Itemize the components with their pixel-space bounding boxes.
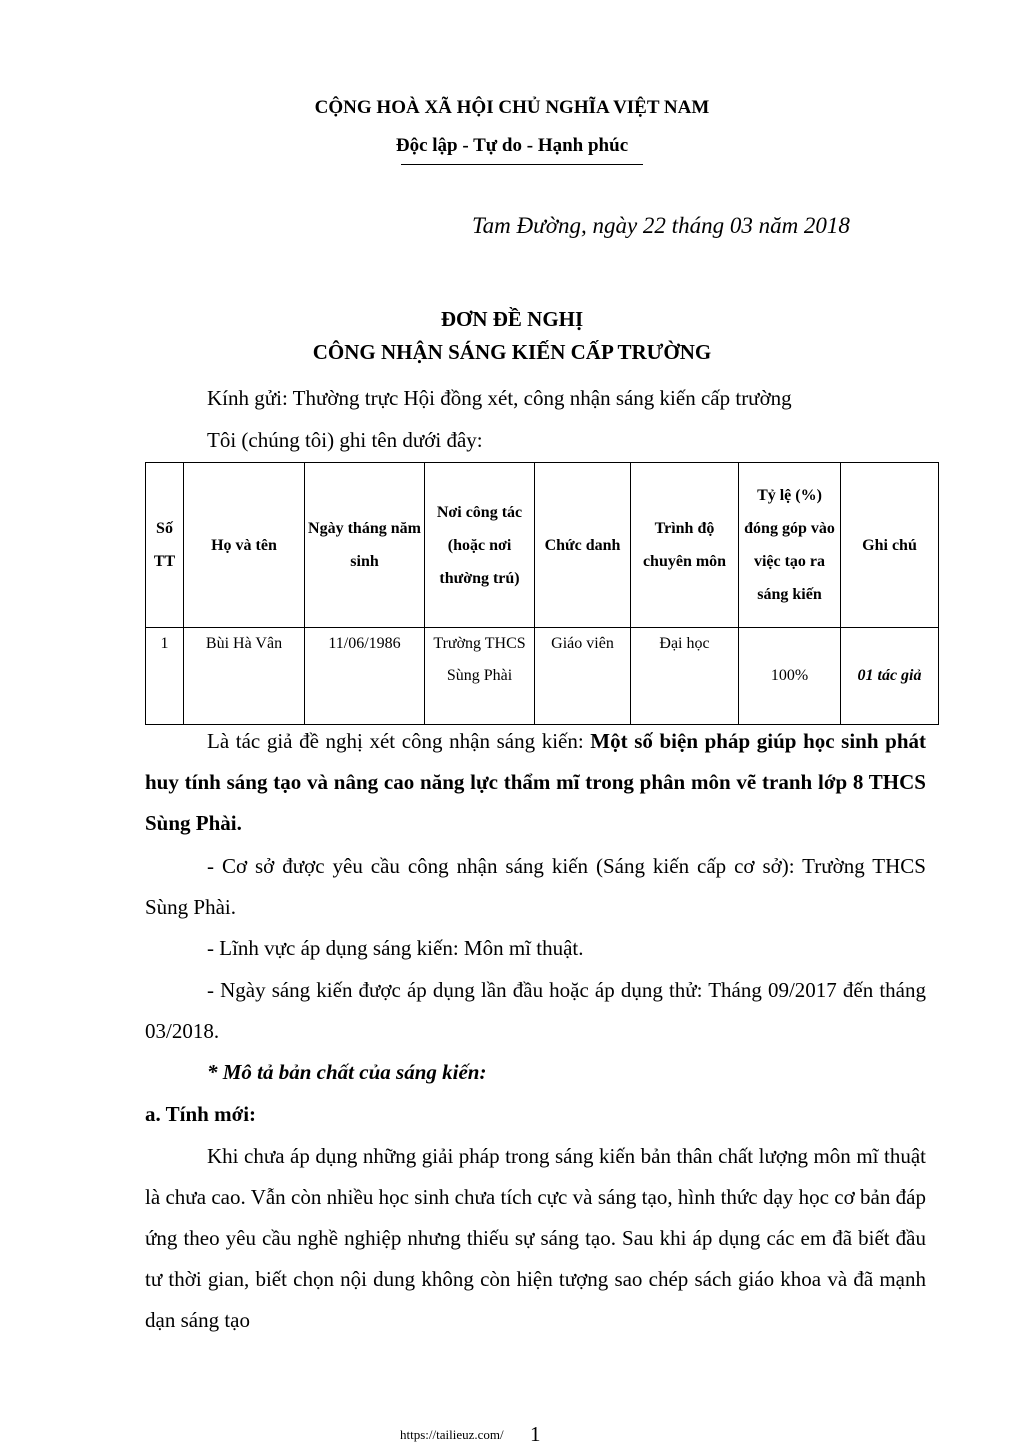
author-table	[145, 462, 939, 725]
addressee: Kính gửi: Thường trực Hội đồng xét, công nhận sáng kiến cấp trường	[207, 386, 792, 410]
cell-name: Bùi Hà Vân	[184, 628, 305, 725]
header-position: Chức danh	[535, 463, 631, 628]
header-qualification: Trình độ chuyên môn	[631, 463, 739, 628]
author-request-prefix: Là tác giả đề nghị xét công nhận sáng kiến:	[207, 729, 591, 753]
intro-line: Tôi (chúng tôi) ghi tên dưới đây:	[207, 428, 483, 452]
cell-position: Giáo viên	[535, 628, 631, 725]
section-heading: * Mô tả bản chất của sáng kiến:	[207, 1060, 487, 1084]
header-note: Ghi chú	[841, 463, 939, 628]
header-contribution: Tỷ lệ (%) đóng góp vào việc tạo ra sáng kiến	[739, 463, 841, 628]
footer-url: https://tailieuz.com/	[400, 1427, 504, 1442]
cell-workplace: Trường THCS Sùng Phài	[425, 628, 535, 725]
national-motto: Độc lập - Tự do - Hạnh phúc	[395, 135, 629, 156]
national-title: CỘNG HOÀ XÃ HỘI CHỦ NGHĨA VIỆT NAM	[314, 97, 710, 118]
date-applied-paragraph: - Ngày sáng kiến được áp dụng lần đầu hoặc áp dụng thử: Tháng 09/2017 đến tháng 03/2018.	[145, 978, 926, 1043]
subsection-heading: a. Tính mới:	[145, 1102, 257, 1126]
document-title: ĐƠN ĐỀ NGHỊ	[440, 307, 584, 331]
cell-qualification: Đại học	[631, 628, 739, 725]
cell-note: 01 tác giả	[841, 628, 939, 725]
table-row	[146, 628, 939, 725]
header-name: Họ và tên	[184, 463, 305, 628]
table-header-row	[146, 463, 939, 628]
cell-dob: 11/06/1986	[305, 628, 425, 725]
place-date: Tam Đường, ngày 22 tháng 03 năm 2018	[472, 213, 850, 238]
cell-contribution: 100%	[739, 628, 841, 725]
motto-underline	[401, 164, 643, 165]
facility-paragraph: - Cơ sở được yêu cầu công nhận sáng kiến (Sáng kiến cấp cơ sở): Trường THCS Sùng Phài.	[145, 854, 926, 919]
novelty-paragraph: Khi chưa áp dụng những giải pháp trong sáng kiến bản thân chất lượng môn mĩ thuật là chưa cao. Vẫn còn nhiều học sinh chưa tích cực và sáng tạo, hình thức dạy học cơ bản đáp ứng theo yêu cầu nghề nghiệp nhưng thiếu sự sáng tạo. Sau khi áp dụng các em đã biết đầu tư thời gian, biết chọn nội dung không còn hiện tượng sao chép sách giáo khoa và đã mạnh dạn sáng tạo	[145, 1144, 926, 1332]
page-number: 1	[530, 1422, 541, 1446]
cell-stt: 1	[146, 628, 184, 725]
header-stt: Số TT	[146, 463, 184, 628]
field-paragraph: - Lĩnh vực áp dụng sáng kiến: Môn mĩ thuật.	[207, 936, 584, 960]
header-dob: Ngày tháng năm sinh	[305, 463, 425, 628]
document-subtitle: CÔNG NHẬN SÁNG KIẾN CẤP TRƯỜNG	[312, 340, 712, 364]
header-workplace: Nơi công tác (hoặc nơi thường trú)	[425, 463, 535, 628]
author-request-paragraph	[145, 721, 926, 844]
initiative-title: Một số biện pháp giúp học sinh phát huy tính sáng tạo và nâng cao năng lực thẩm mĩ trong phân môn vẽ tranh lớp 8 THCS Sùng Phài.	[145, 729, 926, 835]
